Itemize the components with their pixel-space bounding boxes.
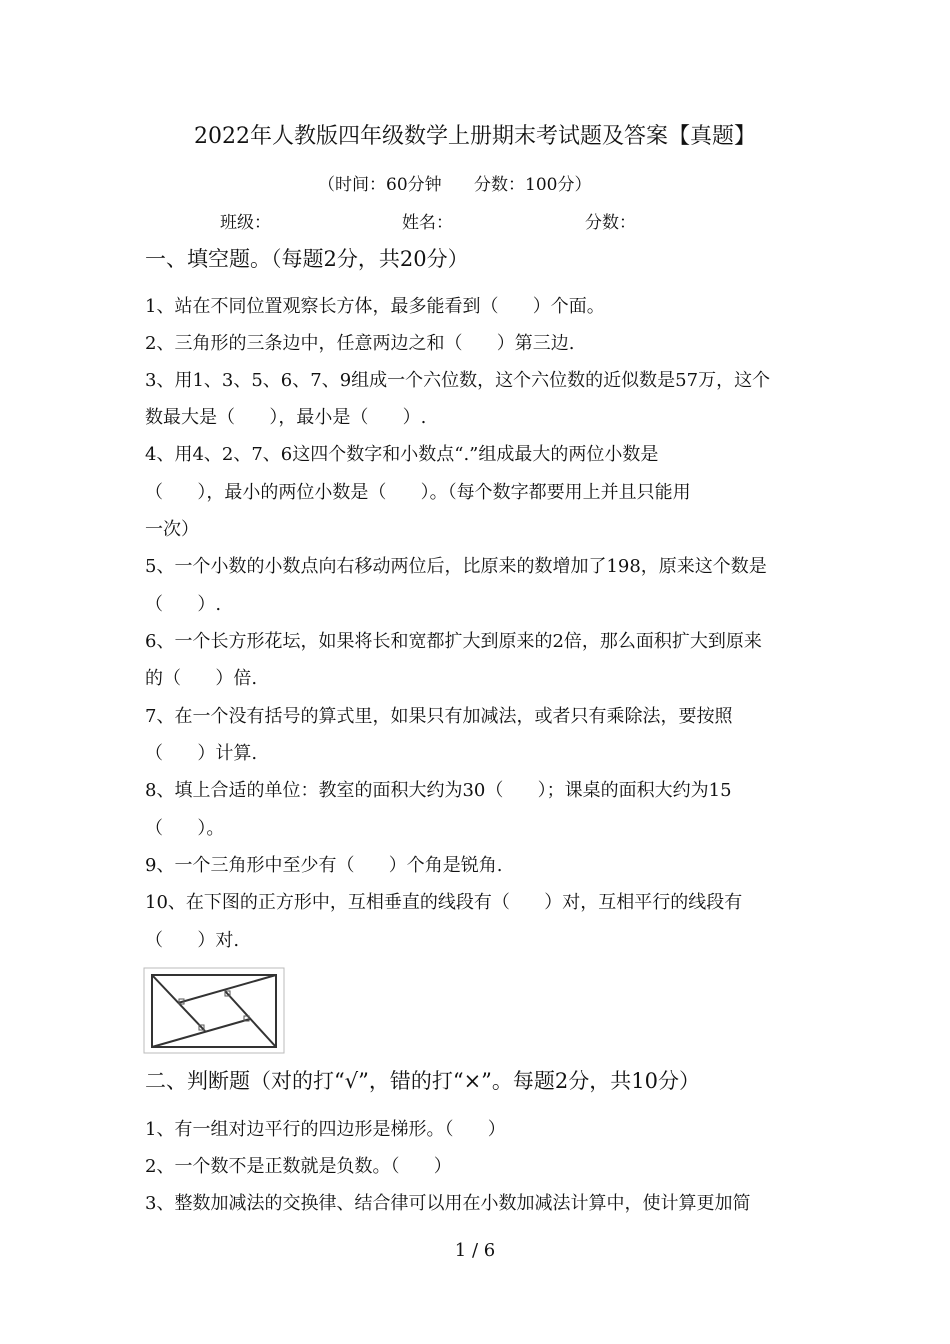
section-heading-true-false: 二、判断题（对的打“√”，错的打“×”。每题2分，共10分） — [145, 1069, 701, 1093]
question-line: 一次） — [145, 519, 199, 540]
name-label: 姓名： — [402, 213, 453, 233]
question-line: 1、站在不同位置观察长方体，最多能看到（ ）个面。 — [145, 296, 605, 317]
question-line: 10、在下图的正方形中，互相垂直的线段有（ ）对，互相平行的线段有 — [145, 892, 743, 913]
question-line: 2、一个数不是正数就是负数。（ ） — [145, 1156, 452, 1177]
page-title: 2022年人教版四年级数学上册期末考试题及答案【真题】 — [194, 124, 756, 149]
question-line: （ ），最小的两位小数是（ ）。（每个数字都要用上并且只能用 — [145, 482, 691, 503]
question-line: 的（ ）倍. — [145, 668, 258, 689]
question-line: 3、整数加减法的交换律、结合律可以用在小数加减法计算中，使计算更加简 — [145, 1193, 751, 1214]
square-figure — [143, 967, 285, 1054]
question-line: 9、一个三角形中至少有（ ）个角是锐角. — [145, 855, 503, 876]
question-line: 5、一个小数的小数点向右移动两位后，比原来的数增加了198，原来这个数是 — [145, 556, 767, 577]
question-line: 4、用4、2、7、6这四个数字和小数点“.”组成最大的两位小数是 — [145, 444, 659, 465]
page-number: 1 / 6 — [454, 1240, 496, 1261]
question-line: 数最大是（ ），最小是（ ）. — [145, 407, 427, 428]
section-heading-fill-blank: 一、填空题。（每题2分，共20分） — [145, 247, 469, 271]
question-line: （ ）. — [145, 594, 222, 615]
question-line: 2、三角形的三条边中，任意两边之和（ ）第三边. — [145, 333, 575, 354]
question-line: 6、一个长方形花坛，如果将长和宽都扩大到原来的2倍，那么面积扩大到原来 — [145, 631, 762, 652]
question-line: （ ）。 — [145, 818, 225, 839]
question-line: 8、填上合适的单位：教室的面积大约为30（ ）；课桌的面积大约为15 — [145, 780, 732, 801]
question-line: （ ）计算. — [145, 743, 258, 764]
question-line: 3、用1、3、5、6、7、9组成一个六位数，这个六位数的近似数是57万，这个 — [145, 370, 771, 391]
class-label: 班级： — [220, 213, 271, 233]
question-line: （ ）对. — [145, 930, 240, 951]
score-label: 分数： — [585, 213, 636, 233]
question-line: 7、在一个没有括号的算式里，如果只有加减法，或者只有乘除法，要按照 — [145, 706, 733, 727]
exam-time-score: （时间：60分钟 分数：100分） — [318, 175, 592, 195]
question-line: 1、有一组对边平行的四边形是梯形。（ ） — [145, 1119, 506, 1140]
